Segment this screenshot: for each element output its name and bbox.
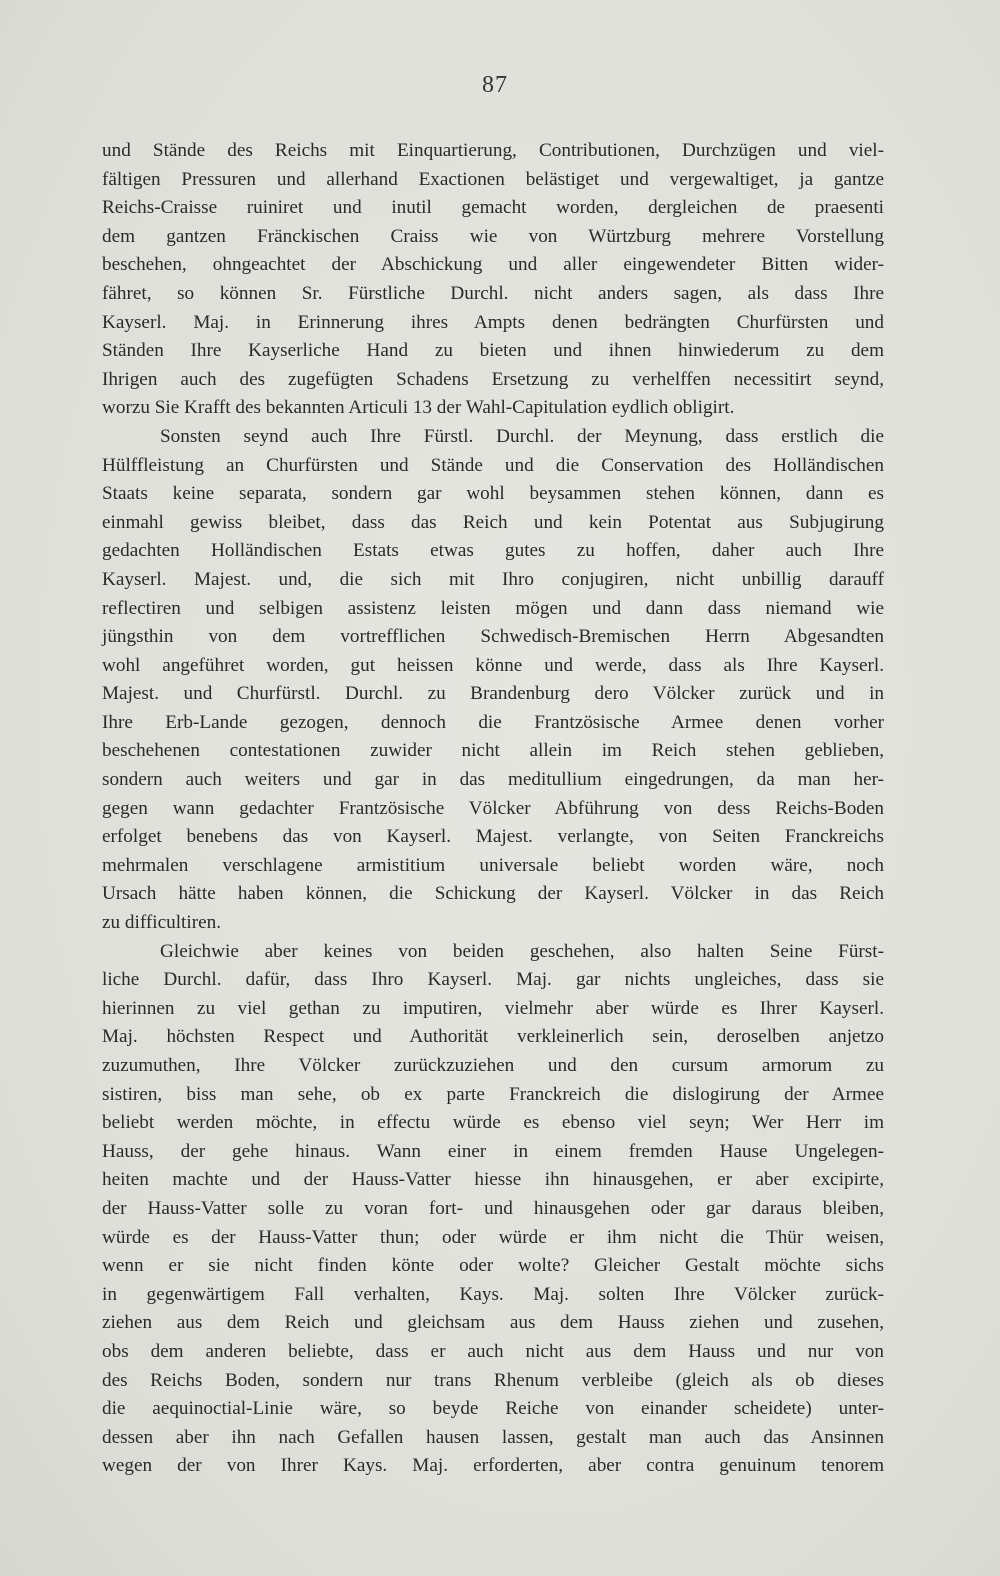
- text-line: wohl angeführet worden, gut heissen könne und werde, dass als Ihre Kayserl.: [102, 654, 884, 676]
- text-line: Ihre Erb-Lande gezogen, dennoch die Frantzösische Armee denen vorher: [102, 711, 884, 733]
- text-line: Hülffleistung an Churfürsten und Stände und die Conservation des Holländischen: [102, 454, 884, 476]
- text-line: Hauss, der gehe hinaus. Wann einer in einem fremden Hause Ungelegen-: [102, 1140, 884, 1162]
- text-line: und Stände des Reichs mit Einquartierung, Contributionen, Durchzügen und viel-: [102, 140, 884, 161]
- text-line: fähret, so können Sr. Fürstliche Durchl. nicht anders sagen, als dass Ihre: [102, 282, 884, 304]
- text-line: einmahl gewiss bleibet, dass das Reich und kein Potentat aus Subjugirung: [102, 511, 884, 533]
- text-line: Ständen Ihre Kayserliche Hand zu bieten und ihnen hinwiederum zu dem: [102, 340, 884, 362]
- paragraph-2: [102, 423, 884, 938]
- text-line: Staats keine separata, sondern gar wohl beysammen stehen können, dann es: [102, 483, 884, 505]
- body-text: [102, 137, 884, 1481]
- text-line: wegen der von Ihrer Kays. Maj. erforderten, aber contra genuinum tenorem: [102, 1455, 884, 1477]
- text-line: gegen wann gedachter Frantzösische Völcker Abführung von dess Reichs-Boden: [102, 797, 884, 819]
- text-line: die aequinoctial-Linie wäre, so beyde Reiche von einander scheidete) unter-: [102, 1398, 884, 1420]
- paragraph-3: [102, 938, 884, 1481]
- text-line: wenn er sie nicht finden könte oder wolte? Gleicher Gestalt möchte sichs: [102, 1255, 884, 1277]
- text-line: Kayserl. Maj. in Erinnerung ihres Ampts denen bedrängten Churfürsten und: [102, 311, 884, 333]
- text-line: Reichs-Craisse ruiniret und inutil gemacht worden, dergleichen de praesenti: [102, 197, 884, 219]
- text-line: Gleichwie aber keines von beiden geschehen, also halten Seine Fürst-: [160, 940, 884, 962]
- text-line: würde es der Hauss-Vatter thun; oder würde er ihm nicht die Thür weisen,: [102, 1226, 884, 1248]
- text-line: Majest. und Churfürstl. Durchl. zu Brandenburg dero Völcker zurück und in: [102, 683, 884, 705]
- text-line: worzu Sie Krafft des bekannten Articuli 13 der Wahl-Capitulation eydlich obligirt.: [102, 397, 735, 419]
- text-line: heiten machte und der Hauss-Vatter hiesse ihn hinausgehen, er aber excipirte,: [102, 1169, 884, 1191]
- text-line: gedachten Holländischen Estats etwas gutes zu hoffen, daher auch Ihre: [102, 540, 884, 562]
- text-line: obs dem anderen beliebte, dass er auch nicht aus dem Hauss und nur von: [102, 1340, 884, 1362]
- text-line: Ihrigen auch des zugefügten Schadens Ersetzung zu verhelffen necessitirt seynd,: [102, 368, 884, 390]
- paragraph-1: [102, 137, 884, 423]
- text-line: fältigen Pressuren und allerhand Exactionen belästiget und vergewaltiget, ja gantze: [102, 168, 884, 190]
- text-line: Kayserl. Majest. und, die sich mit Ihro conjugiren, nicht unbillig darauff: [102, 568, 884, 590]
- text-line: sistiren, biss man sehe, ob ex parte Franckreich die dislogirung der Armee: [102, 1083, 884, 1105]
- page-number: 87: [482, 72, 508, 98]
- text-line: Sonsten seynd auch Ihre Fürstl. Durchl. der Meynung, dass erstlich die: [160, 425, 884, 447]
- text-line: Maj. höchsten Respect und Authorität verkleinerlich sein, deroselben anjetzo: [102, 1026, 884, 1048]
- text-line: zu difficultiren.: [102, 912, 221, 934]
- text-line: hierinnen zu viel gethan zu imputiren, vielmehr aber würde es Ihrer Kayserl.: [102, 997, 884, 1019]
- text-line: in gegenwärtigem Fall verhalten, Kays. Maj. solten Ihre Völcker zurück-: [102, 1283, 884, 1305]
- text-line: zuzumuthen, Ihre Völcker zurückzuziehen und den cursum armorum zu: [102, 1055, 884, 1076]
- text-line: jüngsthin von dem vortrefflichen Schwedisch-Bremischen Herrn Abgesandten: [102, 626, 884, 648]
- text-line: dem gantzen Fränckischen Craiss wie von Würtzburg mehrere Vorstellung: [102, 225, 884, 247]
- text-line: reflectiren und selbigen assistenz leisten mögen und dann dass niemand wie: [102, 597, 884, 619]
- text-line: erfolget benebens das von Kayserl. Majest. verlangte, von Seiten Franckreichs: [102, 826, 884, 848]
- text-line: liche Durchl. dafür, dass Ihro Kayserl. Maj. gar nichts ungleiches, dass sie: [102, 969, 884, 991]
- text-line: ziehen aus dem Reich und gleichsam aus dem Hauss ziehen und zusehen,: [102, 1312, 884, 1334]
- text-line: beliebt werden möchte, in effectu würde es ebenso viel seyn; Wer Herr im: [102, 1112, 884, 1134]
- text-line: Ursach hätte haben können, die Schickung der Kayserl. Völcker in das Reich: [102, 883, 884, 905]
- text-line: dessen aber ihn nach Gefallen hausen lassen, gestalt man auch das Ansinnen: [102, 1426, 884, 1448]
- text-line: der Hauss-Vatter solle zu voran fort- und hinausgehen oder gar daraus bleiben,: [102, 1197, 884, 1219]
- text-line: mehrmalen verschlagene armistitium universale beliebt worden wäre, noch: [102, 854, 884, 876]
- text-line: beschehen, ohngeachtet der Abschickung und aller eingewendeter Bitten wider-: [102, 254, 884, 276]
- text-line: sondern auch weiters und gar in das meditullium eingedrungen, da man her-: [102, 769, 884, 791]
- text-line: beschehenen contestationen zuwider nicht allein im Reich stehen geblieben,: [102, 740, 884, 762]
- text-line: des Reichs Boden, sondern nur trans Rhenum verbleibe (gleich als ob dieses: [102, 1369, 884, 1391]
